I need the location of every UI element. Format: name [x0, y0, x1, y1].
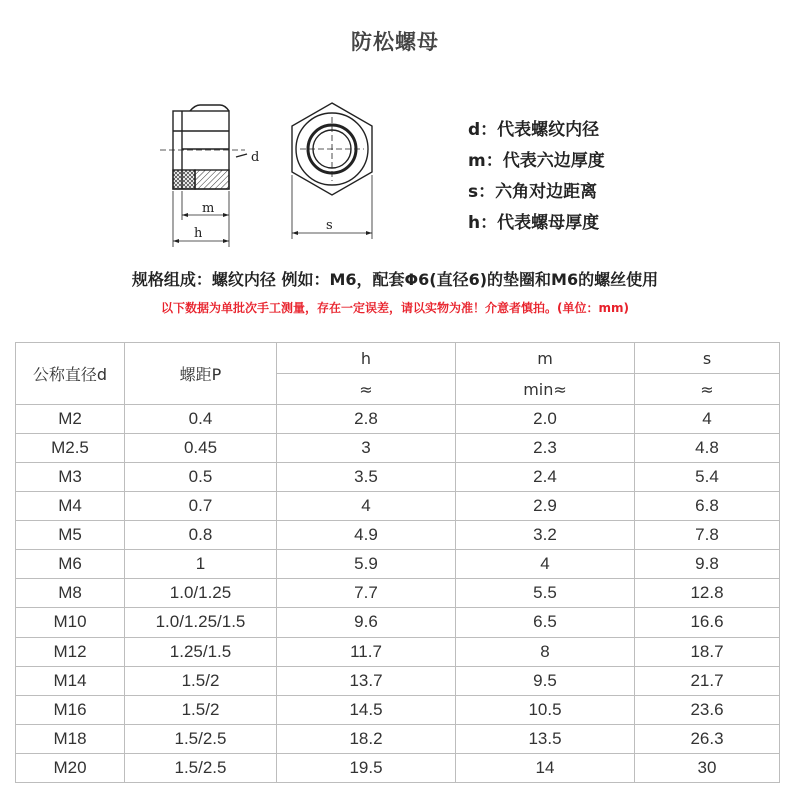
cell-s: 23.6 [635, 695, 780, 724]
cell-m: 2.0 [456, 405, 635, 434]
cell-s: 18.7 [635, 637, 780, 666]
cell-h: 9.6 [277, 608, 456, 637]
cell-h: 2.8 [277, 405, 456, 434]
header-h: h [277, 343, 456, 374]
label-h: h [194, 226, 203, 241]
cell-h: 4.9 [277, 521, 456, 550]
cell-diameter: M4 [16, 492, 125, 521]
cell-s: 16.6 [635, 608, 780, 637]
cell-pitch: 1.0/1.25/1.5 [125, 608, 277, 637]
legend-item-h: h：代表螺母厚度 [468, 213, 600, 233]
table-row [16, 521, 780, 550]
cell-diameter: M20 [16, 753, 125, 782]
spec-table [15, 342, 780, 783]
table-row [16, 405, 780, 434]
cell-h: 3.5 [277, 463, 456, 492]
table-row [16, 579, 780, 608]
header-m: m [456, 343, 635, 374]
cell-h: 13.7 [277, 666, 456, 695]
cell-m: 2.9 [456, 492, 635, 521]
table-row [16, 724, 780, 753]
cell-pitch: 0.4 [125, 405, 277, 434]
label-m: m [202, 201, 215, 216]
measurement-note: 以下数据为单批次手工测量，存在一定误差，请以实物为准！介意者慎拍。(单位：mm) [161, 301, 629, 315]
cell-m: 8 [456, 637, 635, 666]
cell-m: 2.4 [456, 463, 635, 492]
cell-pitch: 0.5 [125, 463, 277, 492]
cell-m: 3.2 [456, 521, 635, 550]
table-row [16, 695, 780, 724]
cell-h: 18.2 [277, 724, 456, 753]
table-row [16, 434, 780, 463]
table-row [16, 666, 780, 695]
cell-s: 12.8 [635, 579, 780, 608]
cell-pitch: 1.5/2 [125, 666, 277, 695]
table-row [16, 492, 780, 521]
table-row [16, 637, 780, 666]
cell-diameter: M2 [16, 405, 125, 434]
cell-s: 5.4 [635, 463, 780, 492]
cell-s: 21.7 [635, 666, 780, 695]
cell-s: 26.3 [635, 724, 780, 753]
cell-diameter: M10 [16, 608, 125, 637]
cell-m: 4 [456, 550, 635, 579]
cell-diameter: M2.5 [16, 434, 125, 463]
side-view [160, 105, 247, 247]
cell-h: 7.7 [277, 579, 456, 608]
cell-diameter: M18 [16, 724, 125, 753]
header-pitch: 螺距P [125, 343, 277, 405]
cell-diameter: M8 [16, 579, 125, 608]
cell-m: 2.3 [456, 434, 635, 463]
cell-pitch: 1.25/1.5 [125, 637, 277, 666]
spec-description: 规格组成：螺纹内径 例如：M6，配套Φ6(直径6)的垫圈和M6的螺丝使用 [131, 270, 659, 289]
cell-diameter: M6 [16, 550, 125, 579]
cell-pitch: 1.5/2.5 [125, 724, 277, 753]
cell-h: 14.5 [277, 695, 456, 724]
table-row [16, 753, 780, 782]
nut-technical-drawing [150, 95, 440, 255]
cell-pitch: 0.8 [125, 521, 277, 550]
cell-s: 30 [635, 753, 780, 782]
legend-item-d: d：代表螺纹内径 [468, 120, 600, 140]
legend-item-m: m：代表六边厚度 [468, 151, 605, 171]
cell-diameter: M5 [16, 521, 125, 550]
cell-h: 3 [277, 434, 456, 463]
cell-m: 6.5 [456, 608, 635, 637]
cell-pitch: 1.5/2.5 [125, 753, 277, 782]
cell-diameter: M16 [16, 695, 125, 724]
cell-m: 14 [456, 753, 635, 782]
cell-pitch: 0.45 [125, 434, 277, 463]
cell-s: 6.8 [635, 492, 780, 521]
subheader-s: ≈ [635, 374, 780, 405]
cell-pitch: 1.0/1.25 [125, 579, 277, 608]
label-s: s [326, 218, 333, 233]
cell-m: 13.5 [456, 724, 635, 753]
table-row [16, 550, 780, 579]
legend-item-s: s：六角对边距离 [468, 182, 598, 202]
cell-m: 9.5 [456, 666, 635, 695]
cell-pitch: 1.5/2 [125, 695, 277, 724]
subheader-h: ≈ [277, 374, 456, 405]
table-row [16, 463, 780, 492]
cell-pitch: 0.7 [125, 492, 277, 521]
cell-diameter: M3 [16, 463, 125, 492]
cell-h: 11.7 [277, 637, 456, 666]
label-d: d [251, 150, 260, 165]
cell-pitch: 1 [125, 550, 277, 579]
dimension-legend [468, 116, 605, 240]
cell-diameter: M12 [16, 637, 125, 666]
cell-s: 4.8 [635, 434, 780, 463]
cell-s: 4 [635, 405, 780, 434]
cell-h: 4 [277, 492, 456, 521]
subheader-m: min≈ [456, 374, 635, 405]
cell-m: 5.5 [456, 579, 635, 608]
cell-h: 19.5 [277, 753, 456, 782]
cell-diameter: M14 [16, 666, 125, 695]
cell-h: 5.9 [277, 550, 456, 579]
cell-s: 9.8 [635, 550, 780, 579]
page-title: 防松螺母 [351, 30, 439, 54]
spec-table-body [16, 405, 780, 783]
table-row [16, 608, 780, 637]
cell-s: 7.8 [635, 521, 780, 550]
cell-m: 10.5 [456, 695, 635, 724]
header-nominal-diameter: 公称直径d [16, 343, 125, 405]
header-s: s [635, 343, 780, 374]
